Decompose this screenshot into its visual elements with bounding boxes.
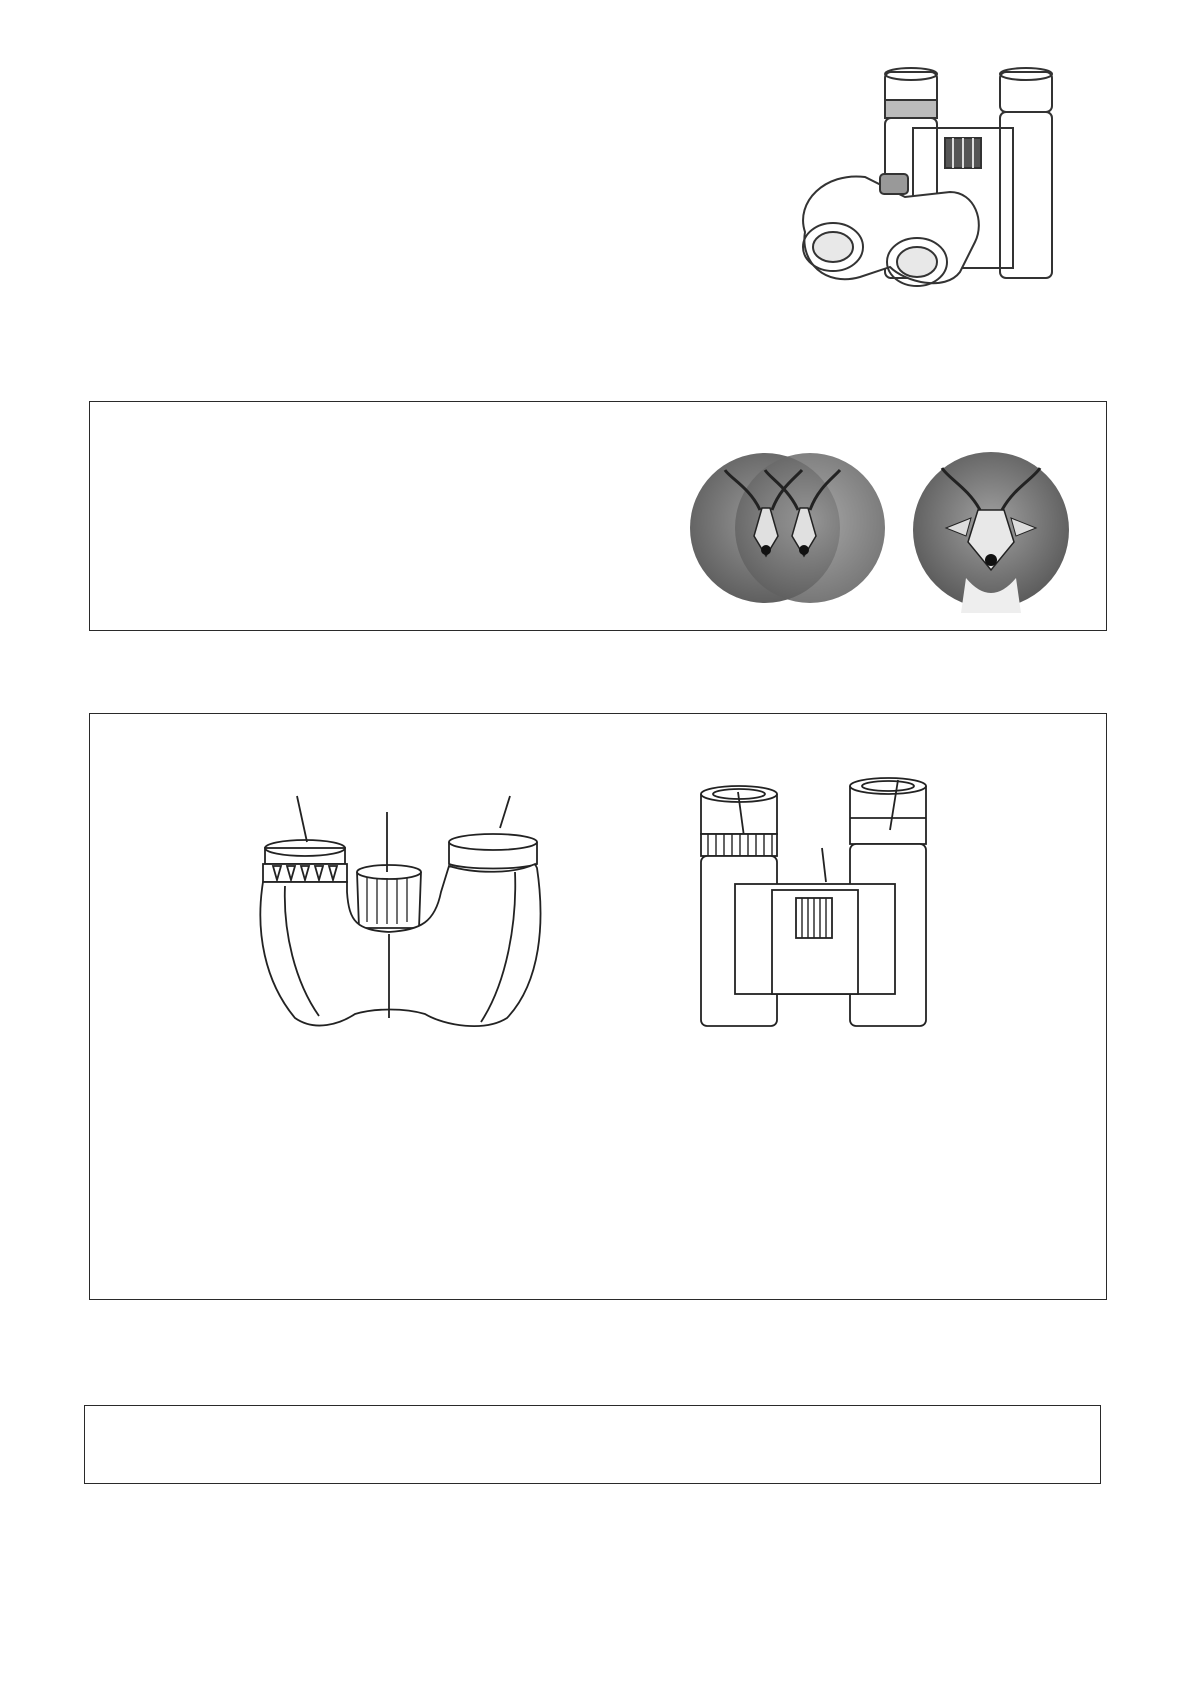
- roof-binocular-drawing: [690, 774, 950, 1034]
- single-circular-field-image: [906, 448, 1076, 618]
- porro-binocular-drawing: [245, 782, 555, 1032]
- double-field-image: [690, 448, 890, 618]
- product-illustration: [785, 62, 1075, 302]
- field-of-view-panel: [89, 401, 1107, 631]
- parts-diagram-panel: [89, 713, 1107, 1300]
- notice-panel: [84, 1405, 1101, 1484]
